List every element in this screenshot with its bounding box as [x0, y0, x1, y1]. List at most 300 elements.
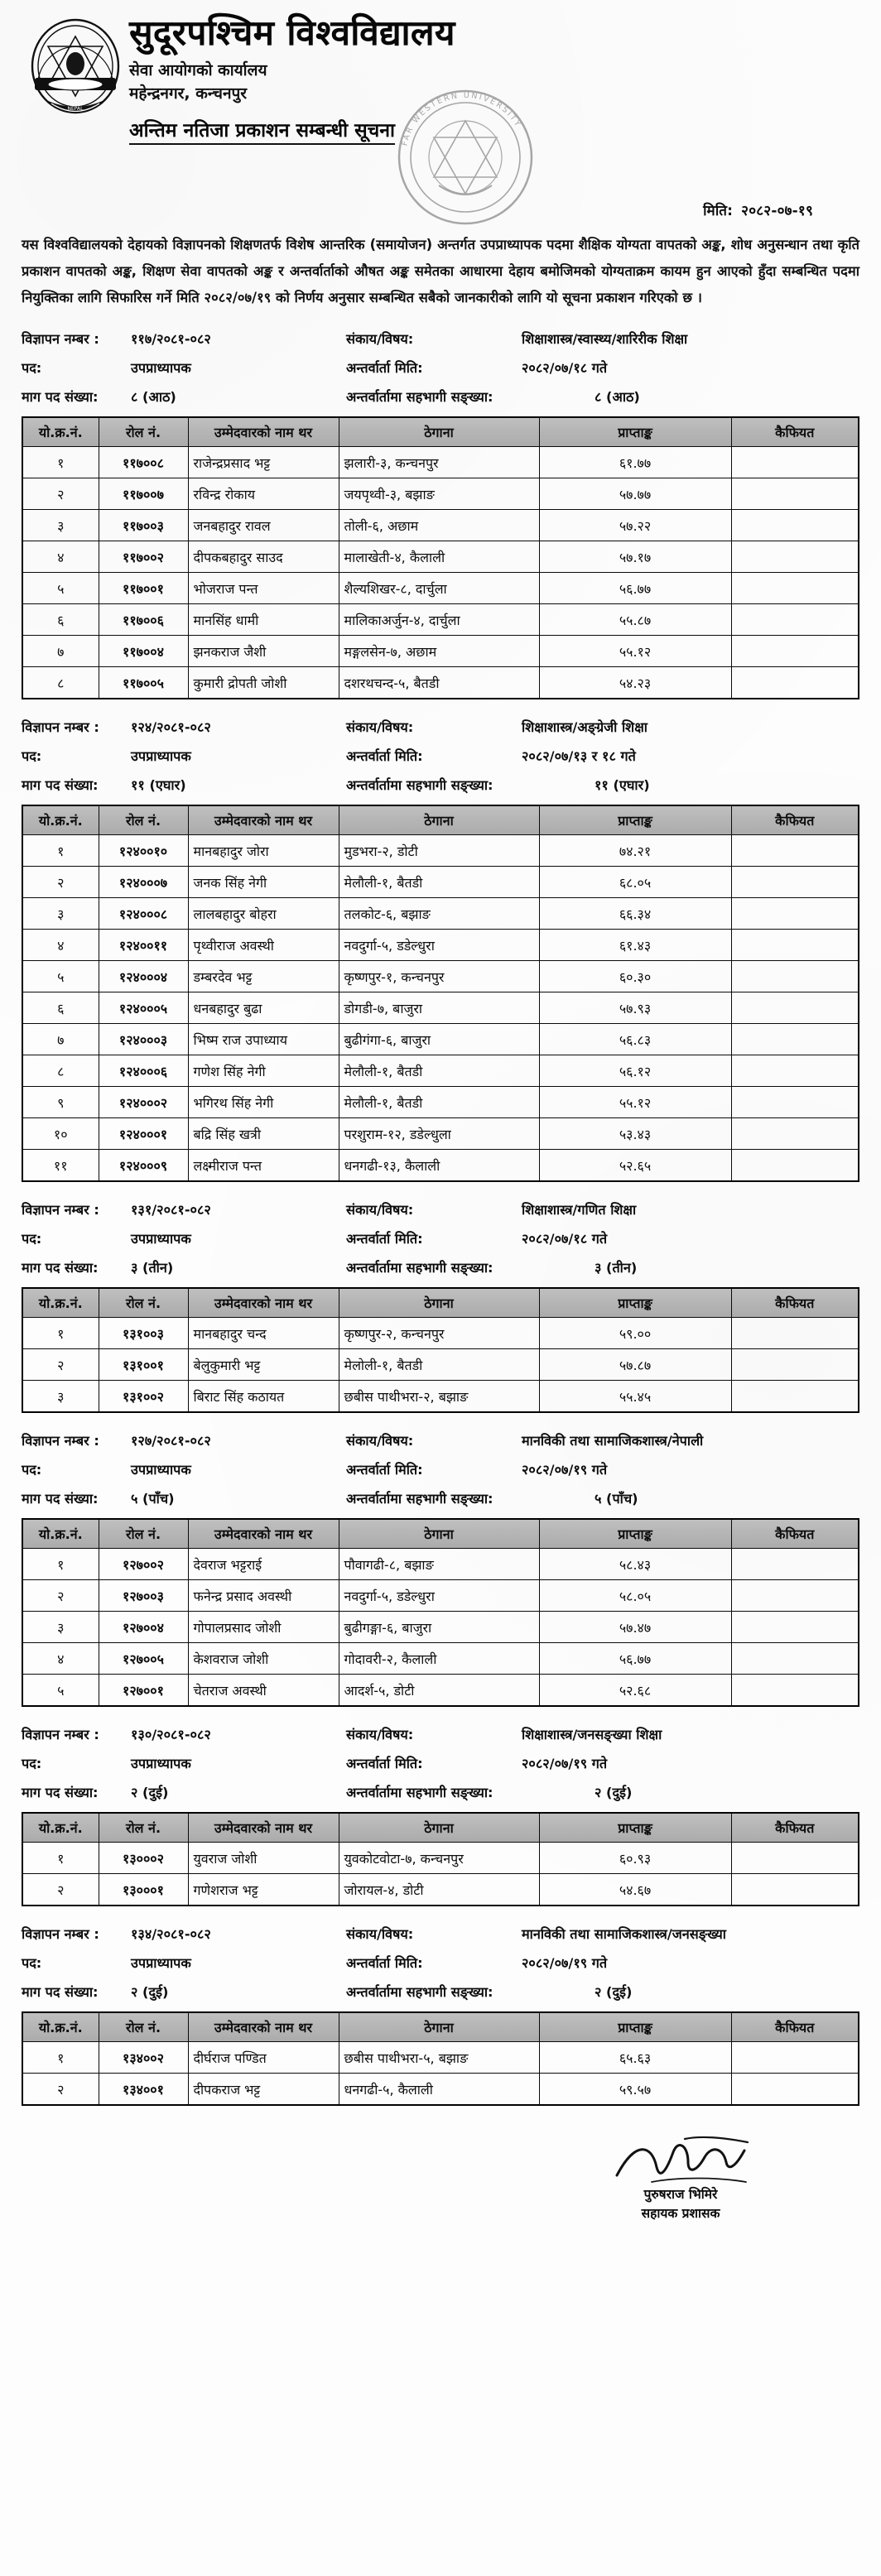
cell-roll: १२४०००८ [99, 898, 188, 930]
cell-marks: ५७.९३ [539, 992, 731, 1024]
demand-count-value: २ (दुई) [131, 1983, 169, 2000]
post-value: उपप्राध्यापक [131, 747, 191, 764]
cell-remarks [731, 1087, 859, 1118]
cell-marks: ७४.२१ [539, 835, 731, 867]
cell-sn: ८ [22, 667, 99, 699]
cell-address: तलकोट-६, बझाङ [339, 898, 539, 930]
column-header-address: ठेगाना [339, 805, 539, 835]
cell-roll: १३४००१ [99, 2074, 188, 2105]
table-row [22, 1055, 859, 1087]
table-row [22, 478, 859, 510]
advertisement-no-label: विज्ञापन नम्बर : [22, 1432, 99, 1449]
table-row [22, 636, 859, 667]
table-row [22, 1549, 859, 1580]
cell-marks: ५६.७७ [539, 1643, 731, 1675]
date-value: २०८२-०७-१९ [741, 203, 813, 219]
cell-marks: ५६.८३ [539, 1024, 731, 1055]
cell-remarks [731, 867, 859, 898]
cell-address: तोली-६, अछाम [339, 510, 539, 541]
advertisement-no-value: १३०/२०८१-०८२ [131, 1726, 211, 1742]
cell-name: जनबहादुर रावल [188, 510, 339, 541]
column-header-name: उम्मेदवारको नाम थर [188, 805, 339, 835]
cell-address: मेलोली-१, बैतडी [339, 1349, 539, 1381]
cell-roll: ११७००३ [99, 510, 188, 541]
table-row [22, 867, 859, 898]
cell-marks: ५९.०० [539, 1318, 731, 1349]
cell-name: रविन्द्र रोकाय [188, 478, 339, 510]
cell-address: डोगडी-७, बाजुरा [339, 992, 539, 1024]
meta-row-counts [22, 387, 859, 406]
interview-date-label: अन्तर्वार्ता मिति: [346, 1954, 423, 1971]
result-section [22, 329, 859, 699]
post-label: पद: [22, 1954, 42, 1971]
meta-row-post [22, 1460, 859, 1478]
cell-remarks [731, 478, 859, 510]
cell-name: देवराज भट्टराई [188, 1549, 339, 1580]
table-header-row [22, 1288, 859, 1318]
meta-row-post [22, 1954, 859, 1972]
table-row [22, 898, 859, 930]
cell-remarks [731, 1118, 859, 1150]
cell-name: पृथ्वीराज अवस्थी [188, 930, 339, 961]
cell-marks: ५६.१२ [539, 1055, 731, 1087]
cell-name: भगिरथ सिंह नेगी [188, 1087, 339, 1118]
cell-address: नवदुर्गा-५, डडेल्धुरा [339, 1580, 539, 1612]
advertisement-no-value: १२४/२०८१-०८२ [131, 718, 211, 735]
faculty-label: संकाय/विषय: [346, 330, 414, 347]
post-value: उपप्राध्यापक [131, 359, 191, 376]
cell-remarks [731, 992, 859, 1024]
cell-address: मङ्गलसेन-७, अछाम [339, 636, 539, 667]
table-row [22, 930, 859, 961]
cell-marks: ६५.६३ [539, 2042, 731, 2074]
meta-row-advertisement [22, 1725, 859, 1743]
table-row [22, 1150, 859, 1181]
column-header-sn: यो.क्र.नं. [22, 417, 99, 447]
column-header-name: उम्मेदवारको नाम थर [188, 2012, 339, 2042]
cell-name: जनक सिंह नेगी [188, 867, 339, 898]
cell-address: परशुराम-१२, डडेल्धुला [339, 1118, 539, 1150]
result-section [22, 1925, 859, 2106]
signature-block [581, 2134, 780, 2224]
cell-sn: २ [22, 1874, 99, 1906]
column-header-marks: प्राप्ताङ्क [539, 1519, 731, 1549]
cell-name: युवराज जोशी [188, 1843, 339, 1874]
cell-name: लक्ष्मीराज पन्त [188, 1150, 339, 1181]
table-row [22, 604, 859, 636]
cell-remarks [731, 667, 859, 699]
result-table [22, 1287, 859, 1413]
cell-remarks [731, 604, 859, 636]
cell-marks: ५३.४३ [539, 1118, 731, 1150]
cell-roll: १२४०००७ [99, 867, 188, 898]
table-row [22, 1843, 859, 1874]
cell-sn: ८ [22, 1055, 99, 1087]
column-header-remarks: कैफियत [731, 1519, 859, 1549]
office-name: सेवा आयोगको कार्यालय [129, 60, 267, 79]
demand-count-value: ११ (एघार) [131, 776, 186, 793]
cell-sn: १ [22, 1843, 99, 1874]
post-value: उपप्राध्यापक [131, 1230, 191, 1247]
interview-date-value: २०८२/०७/१९ गते [522, 1954, 608, 1971]
table-row [22, 667, 859, 699]
column-header-remarks: कैफियत [731, 1288, 859, 1318]
cell-address: कृष्णपुर-२, कन्चनपुर [339, 1318, 539, 1349]
cell-marks: ५४.२३ [539, 667, 731, 699]
cell-remarks [731, 930, 859, 961]
table-row [22, 1024, 859, 1055]
cell-roll: ११७००१ [99, 573, 188, 604]
cell-sn: ११ [22, 1150, 99, 1181]
participants-value: ५ (पाँच) [595, 1490, 638, 1507]
advertisement-no-value: ११७/२०८१-०८२ [131, 330, 211, 347]
table-header-row [22, 1519, 859, 1549]
cell-marks: ५६.७७ [539, 573, 731, 604]
cell-roll: १२४००११ [99, 930, 188, 961]
cell-remarks [731, 1580, 859, 1612]
cell-remarks [731, 1874, 859, 1906]
participants-value: २ (दुई) [595, 1784, 633, 1800]
column-header-sn: यो.क्र.नं. [22, 1813, 99, 1843]
cell-marks: ५२.६५ [539, 1150, 731, 1181]
advertisement-no-label: विज्ञापन नम्बर : [22, 718, 99, 735]
table-row [22, 447, 859, 478]
cell-roll: १२४०००२ [99, 1087, 188, 1118]
cell-remarks [731, 1381, 859, 1412]
cell-marks: ६१.४३ [539, 930, 731, 961]
cell-marks: ६१.७७ [539, 447, 731, 478]
cell-name: गणेश सिंह नेगी [188, 1055, 339, 1087]
participants-label: अन्तर्वार्तामा सहभागी सङ्ख्या: [346, 776, 493, 793]
cell-sn: २ [22, 2074, 99, 2105]
interview-date-value: २०८२/०७/१८ गते [522, 359, 608, 376]
cell-roll: १३०००२ [99, 1843, 188, 1874]
cell-roll: १३१००१ [99, 1349, 188, 1381]
cell-sn: ७ [22, 1024, 99, 1055]
participants-value: ८ (आठ) [595, 388, 640, 405]
section-meta [22, 1200, 859, 1276]
result-section [22, 1431, 859, 1707]
cell-name: बेलुकुमारी भट्ट [188, 1349, 339, 1381]
column-header-marks: प्राप्ताङ्क [539, 1288, 731, 1318]
post-label: पद: [22, 747, 42, 764]
university-name: सुदूरपश्चिम विश्वविद्यालय [129, 12, 455, 53]
cell-sn: ४ [22, 1643, 99, 1675]
cell-name: दीपकबहादुर साउद [188, 541, 339, 573]
cell-address: छबीस पाथीभरा-२, बझाङ [339, 1381, 539, 1412]
result-table [22, 1518, 859, 1707]
cell-name: मानबहादुर जोरा [188, 835, 339, 867]
demand-count-value: २ (दुई) [131, 1784, 169, 1800]
table-row [22, 510, 859, 541]
cell-remarks [731, 835, 859, 867]
cell-marks: ५५.१२ [539, 1087, 731, 1118]
cell-roll: १२७००१ [99, 1675, 188, 1706]
participants-value: ३ (तीन) [595, 1259, 638, 1276]
column-header-name: उम्मेदवारको नाम थर [188, 1813, 339, 1843]
document-footer [22, 2134, 859, 2258]
cell-remarks [731, 961, 859, 992]
cell-remarks [731, 1055, 859, 1087]
advertisement-no-label: विज्ञापन नम्बर : [22, 1201, 99, 1218]
cell-sn: १० [22, 1118, 99, 1150]
column-header-roll: रोल नं. [99, 2012, 188, 2042]
post-value: उपप्राध्यापक [131, 1461, 191, 1478]
advertisement-no-label: विज्ञापन नम्बर : [22, 330, 99, 347]
table-row [22, 2074, 859, 2105]
demand-count-label: माग पद संख्या: [22, 776, 99, 793]
cell-address: बुढीगंगा-६, बाजुरा [339, 1024, 539, 1055]
cell-roll: ११७००८ [99, 447, 188, 478]
cell-name: गणेशराज भट्ट [188, 1874, 339, 1906]
page-title: अन्तिम नतिजा प्रकाशन सम्बन्धी सूचना [129, 116, 395, 145]
cell-name: लालबहादुर बोहरा [188, 898, 339, 930]
interview-date-value: २०८२/०७/१८ गते [522, 1230, 608, 1247]
cell-roll: १३१००२ [99, 1381, 188, 1412]
meta-row-advertisement [22, 718, 859, 736]
cell-marks: ५५.४५ [539, 1381, 731, 1412]
cell-address: मेलौली-१, बैतडी [339, 1087, 539, 1118]
cell-roll: ११७००२ [99, 541, 188, 573]
cell-remarks [731, 1549, 859, 1580]
faculty-label: संकाय/विषय: [346, 1726, 414, 1742]
cell-address: मेलौली-१, बैतडी [339, 867, 539, 898]
faculty-value: शिक्षाशास्त्र/अङ्ग्रेजी शिक्षा [522, 718, 648, 735]
cell-name: मानसिंह धामी [188, 604, 339, 636]
participants-label: अन्तर्वार्तामा सहभागी सङ्ख्या: [346, 1983, 493, 2000]
cell-remarks [731, 1675, 859, 1706]
column-header-address: ठेगाना [339, 2012, 539, 2042]
post-label: पद: [22, 1461, 42, 1478]
meta-row-counts [22, 1258, 859, 1276]
faculty-value: शिक्षाशास्त्र/स्वास्थ्य/शारिरीक शिक्षा [522, 330, 688, 347]
cell-marks: ५५.८७ [539, 604, 731, 636]
cell-address: आदर्श-५, डोटी [339, 1675, 539, 1706]
demand-count-label: माग पद संख्या: [22, 388, 99, 405]
column-header-sn: यो.क्र.नं. [22, 805, 99, 835]
column-header-name: उम्मेदवारको नाम थर [188, 417, 339, 447]
demand-count-value: ५ (पाँच) [131, 1490, 175, 1507]
result-table [22, 416, 859, 699]
cell-marks: ५७.१७ [539, 541, 731, 573]
meta-row-counts [22, 1982, 859, 2001]
advertisement-no-value: १२७/२०८१-०८२ [131, 1432, 211, 1449]
cell-address: दशरथचन्द-५, बैतडी [339, 667, 539, 699]
cell-marks: ५४.६७ [539, 1874, 731, 1906]
column-header-roll: रोल नं. [99, 805, 188, 835]
table-row [22, 1381, 859, 1412]
column-header-remarks: कैफियत [731, 2012, 859, 2042]
demand-count-value: ८ (आठ) [131, 388, 176, 405]
cell-roll: १२४०००४ [99, 961, 188, 992]
demand-count-label: माग पद संख्या: [22, 1784, 99, 1800]
table-row [22, 1318, 859, 1349]
cell-marks: ६८.०५ [539, 867, 731, 898]
interview-date-label: अन्तर्वार्ता मिति: [346, 359, 423, 376]
column-header-sn: यो.क्र.नं. [22, 1288, 99, 1318]
cell-roll: १३०००१ [99, 1874, 188, 1906]
meta-row-post [22, 747, 859, 765]
table-row [22, 1874, 859, 1906]
cell-sn: ३ [22, 898, 99, 930]
cell-name: भिष्म राज उपाध्याय [188, 1024, 339, 1055]
table-row [22, 573, 859, 604]
cell-remarks [731, 2042, 859, 2074]
post-value: उपप्राध्यापक [131, 1954, 191, 1971]
post-value: उपप्राध्यापक [131, 1755, 191, 1771]
cell-name: गोपालप्रसाद जोशी [188, 1612, 339, 1643]
cell-sn: १ [22, 447, 99, 478]
advertisement-no-value: १३४/२०८१-०८२ [131, 1925, 211, 1942]
meta-row-counts [22, 1489, 859, 1507]
result-section [22, 718, 859, 1182]
intro-paragraph: यस विश्वविद्यालयको देहायको विज्ञापनको शिक्षणतर्फ विशेष आन्तरिक (समायोजन) अन्तर्गत उपप्राध्यापक पदमा शैक्षिक योग्यता वापतको अङ्क, शोध अनुसन्धान तथा कृति प्रकाशन वापतको अङ्क, शिक्षण सेवा वापतको अङ्क र अन्तर्वार्ताको औषत अङ्क समेतका आधारमा देहाय बमोजिमको योग्यताक्रम कायम हुन आएको हुँदा सम्बन्धित पदमा नियुक्तिका लागि सिफारिस गर्ने मिति २०८२/०७/१९ को निर्णय अनुसार सम्बन्धित सबैको जानकारीको लागि यो सूचना प्रकाशन गरिएको छ । [22, 237, 859, 305]
post-label: पद: [22, 359, 42, 376]
cell-address: कृष्णपुर-१, कन्चनपुर [339, 961, 539, 992]
cell-address: गोदावरी-२, कैलाली [339, 1643, 539, 1675]
cell-roll: १२४०००१ [99, 1118, 188, 1150]
column-header-address: ठेगाना [339, 1519, 539, 1549]
section-meta [22, 718, 859, 794]
faculty-label: संकाय/विषय: [346, 1925, 414, 1942]
section-meta [22, 1725, 859, 1801]
cell-roll: १२४०००९ [99, 1150, 188, 1181]
university-logo [26, 17, 124, 126]
meta-row-advertisement [22, 1431, 859, 1449]
cell-remarks [731, 636, 859, 667]
cell-marks: ५५.१२ [539, 636, 731, 667]
table-row [22, 992, 859, 1024]
cell-address: धनगढी-१३, कैलाली [339, 1150, 539, 1181]
meta-row-advertisement [22, 329, 859, 348]
cell-address: छबीस पाथीभरा-५, बझाङ [339, 2042, 539, 2074]
cell-name: बद्रि सिंह खत्री [188, 1118, 339, 1150]
cell-remarks [731, 2074, 859, 2105]
column-header-remarks: कैफियत [731, 805, 859, 835]
cell-address: मालाखेती-४, कैलाली [339, 541, 539, 573]
sections-container [22, 329, 859, 2106]
advertisement-no-value: १३१/२०८१-०८२ [131, 1201, 211, 1218]
cell-address: मुडभरा-२, डोटी [339, 835, 539, 867]
interview-date-label: अन्तर्वार्ता मिति: [346, 1755, 423, 1771]
document-header [22, 12, 859, 227]
cell-sn: ५ [22, 573, 99, 604]
demand-count-label: माग पद संख्या: [22, 1490, 99, 1507]
meta-row-advertisement [22, 1925, 859, 1943]
cell-address: जयपृथ्वी-३, बझाङ [339, 478, 539, 510]
cell-sn: २ [22, 1580, 99, 1612]
cell-name: झनकराज जैशी [188, 636, 339, 667]
cell-sn: ३ [22, 1612, 99, 1643]
column-header-address: ठेगाना [339, 1813, 539, 1843]
cell-sn: ६ [22, 604, 99, 636]
table-row [22, 1349, 859, 1381]
column-header-roll: रोल नं. [99, 1813, 188, 1843]
cell-name: बिराट सिंह कठायत [188, 1381, 339, 1412]
cell-roll: ११७००६ [99, 604, 188, 636]
participants-value: २ (दुई) [595, 1983, 633, 2000]
post-label: पद: [22, 1755, 42, 1771]
meta-row-counts [22, 776, 859, 794]
cell-address: बुढीगङ्गा-६, बाजुरा [339, 1612, 539, 1643]
participants-value: ११ (एघार) [595, 776, 650, 793]
result-table [22, 1812, 859, 1906]
cell-sn: ३ [22, 510, 99, 541]
cell-name: भोजराज पन्त [188, 573, 339, 604]
date-label: मिति: [703, 203, 734, 219]
cell-sn: १ [22, 1549, 99, 1580]
column-header-roll: रोल नं. [99, 1288, 188, 1318]
cell-roll: ११७००४ [99, 636, 188, 667]
title-block [129, 13, 851, 145]
cell-sn: १ [22, 835, 99, 867]
faculty-label: संकाय/विषय: [346, 1432, 414, 1449]
table-header-row [22, 2012, 859, 2042]
cell-roll: १३४००२ [99, 2042, 188, 2074]
faculty-label: संकाय/विषय: [346, 1201, 414, 1218]
cell-sn: ३ [22, 1381, 99, 1412]
result-section [22, 1725, 859, 1906]
cell-marks: ६६.३४ [539, 898, 731, 930]
cell-marks: ५७.४७ [539, 1612, 731, 1643]
demand-count-label: माग पद संख्या: [22, 1983, 99, 2000]
cell-roll: ११७००७ [99, 478, 188, 510]
demand-count-value: ३ (तीन) [131, 1259, 174, 1276]
column-header-sn: यो.क्र.नं. [22, 2012, 99, 2042]
result-section [22, 1200, 859, 1413]
cell-remarks [731, 1612, 859, 1643]
cell-remarks [731, 447, 859, 478]
faculty-value: शिक्षाशास्त्र/जनसङ्ख्या शिक्षा [522, 1726, 662, 1742]
table-row [22, 1087, 859, 1118]
cell-address: युवकाेटवोटा-७, कन्चनपुर [339, 1843, 539, 1874]
cell-roll: १३१००३ [99, 1318, 188, 1349]
notice-date [703, 200, 813, 219]
cell-name: डम्बरदेव भट्ट [188, 961, 339, 992]
cell-marks: ५९.५७ [539, 2074, 731, 2105]
column-header-address: ठेगाना [339, 1288, 539, 1318]
interview-date-label: अन्तर्वार्ता मिति: [346, 747, 423, 764]
column-header-roll: रोल नं. [99, 417, 188, 447]
table-row [22, 1643, 859, 1675]
cell-marks: ५२.६८ [539, 1675, 731, 1706]
column-header-marks: प्राप्ताङ्क [539, 1813, 731, 1843]
cell-sn: २ [22, 1349, 99, 1381]
cell-name: दीर्घराज पण्डित [188, 2042, 339, 2074]
cell-name: केशवराज जोशी [188, 1643, 339, 1675]
column-header-name: उम्मेदवारको नाम थर [188, 1519, 339, 1549]
cell-remarks [731, 1643, 859, 1675]
cell-marks: ५७.२२ [539, 510, 731, 541]
participants-label: अन्तर्वार्तामा सहभागी सङ्ख्या: [346, 1784, 493, 1800]
cell-roll: १२७००३ [99, 1580, 188, 1612]
interview-date-value: २०८२/०७/१९ गते [522, 1461, 608, 1478]
table-row [22, 1580, 859, 1612]
column-header-marks: प्राप्ताङ्क [539, 2012, 731, 2042]
table-row [22, 1675, 859, 1706]
cell-address: पौवागढी-८, बझाङ [339, 1549, 539, 1580]
signature-icon [602, 2134, 759, 2189]
column-header-remarks: कैफियत [731, 417, 859, 447]
cell-sn: ७ [22, 636, 99, 667]
cell-remarks [731, 1843, 859, 1874]
cell-sn: २ [22, 867, 99, 898]
meta-row-counts [22, 1783, 859, 1801]
cell-address: धनगढी-५, कैलाली [339, 2074, 539, 2105]
cell-sn: ४ [22, 541, 99, 573]
cell-roll: १२४०००३ [99, 1024, 188, 1055]
cell-roll: १२४००१० [99, 835, 188, 867]
